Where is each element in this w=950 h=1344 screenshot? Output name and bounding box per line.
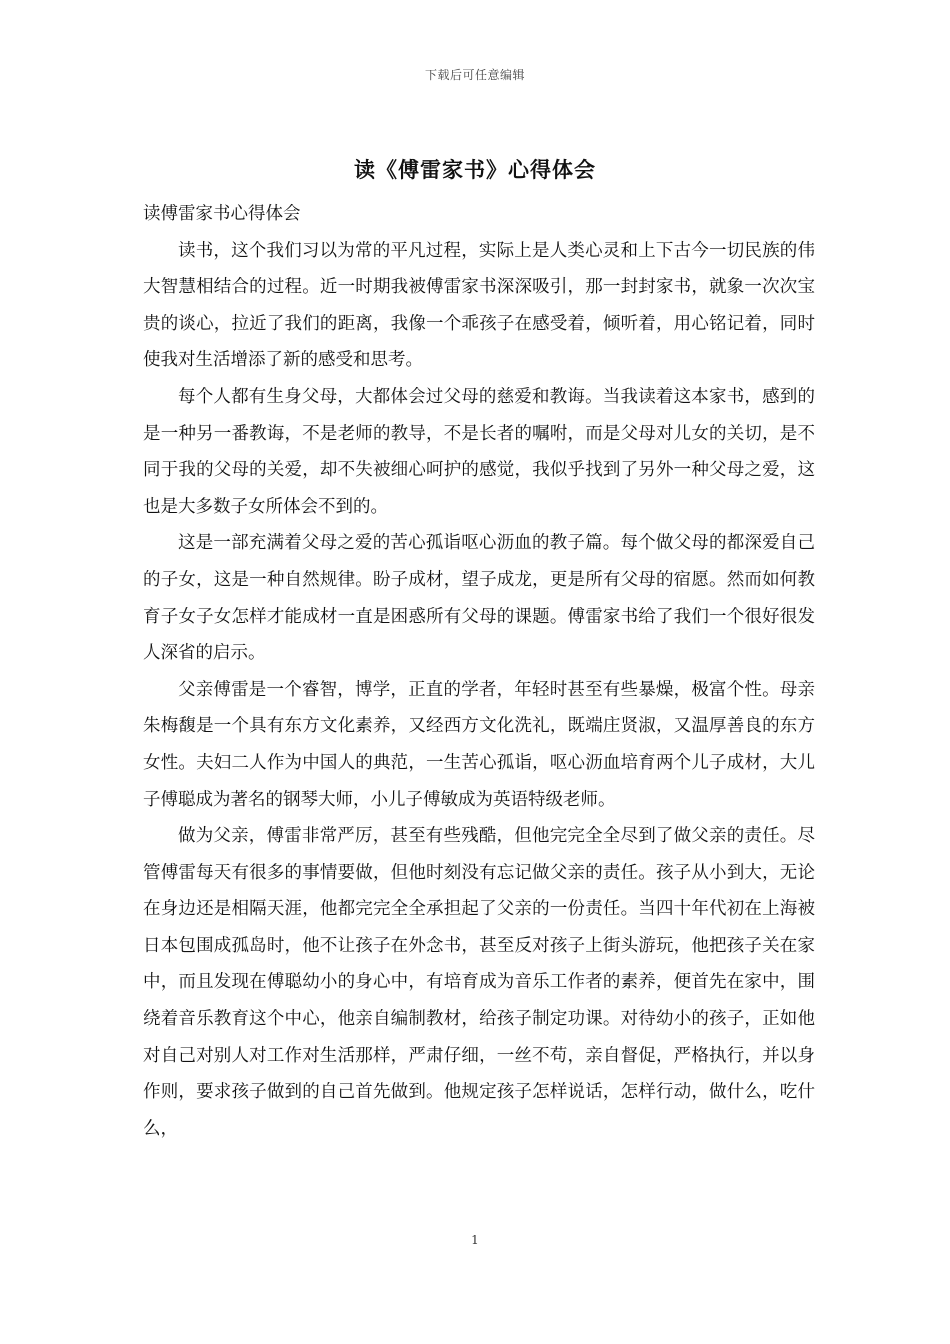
document-subtitle: 读傅雷家书心得体会 — [143, 204, 301, 224]
paragraph-2: 每个人都有生身父母，大都体会过父母的慈爱和教诲。当我读着这本家书，感到的是一种另一番教诲，不是老师的教导，不是长者的嘱咐，而是父母对儿女的关切，是不同于我的父母的关爱，却不失被细心呵护的感觉，我似乎找到了另外一种父母之爱，这也是大多数子女所体会不到的。 — [143, 386, 815, 517]
header-note: 下载后可任意编辑 — [424, 68, 525, 82]
document-body — [143, 196, 815, 1147]
paragraph-5: 做为父亲，傅雷非常严厉，甚至有些残酷，但他完完全全尽到了做父亲的责任。尽管傅雷每天有很多的事情要做，但他时刻没有忘记做父亲的责任。孩子从小到大，无论在身边还是相隔天涯，他都完完全全承担起了父亲的一份责任。当四十年代初在上海被日本包围成孤岛时，他不让孩子在外念书，甚至反对孩子上街头游玩，他把孩子关在家中，而且发现在傅聪幼小的身心中，有培育成为音乐工作者的素养，便首先在家中，围绕着音乐教育这个中心，他亲自编制教材，给孩子制定功课。对待幼小的孩子，正如他对自己对别人对工作对生活那样，严肃仔细，一丝不苟，亲自督促，严格执行，并以身作则，要求孩子做到的自己首先做到。他规定孩子怎样说话，怎样行动，做什么，吃什么， — [143, 826, 815, 1139]
paragraph-1: 读书，这个我们习以为常的平凡过程，实际上是人类心灵和上下古今一切民族的伟大智慧相结合的过程。近一时期我被傅雷家书深深吸引，那一封封家书，就象一次次宝贵的谈心，拉近了我们的距离，我像一个乖孩子在感受着，倾听着，用心铭记着，同时使我对生活增添了新的感受和思考。 — [143, 240, 815, 371]
page-number: 1 — [471, 1233, 479, 1247]
paragraph-4: 父亲傅雷是一个睿智，博学，正直的学者，年轻时甚至有些暴燥，极富个性。母亲朱梅馥是一个具有东方文化素养，又经西方文化洗礼，既端庄贤淑，又温厚善良的东方女性。夫妇二人作为中国人的典范，一生苦心孤诣，呕心沥血培育两个儿子成材，大儿子傅聪成为著名的钢琴大师，小儿子傅敏成为英语特级老师。 — [143, 679, 815, 810]
paragraph-3: 这是一部充满着父母之爱的苦心孤诣呕心沥血的教子篇。每个做父母的都深爱自己的子女，这是一种自然规律。盼子成材，望子成龙，更是所有父母的宿愿。然而如何教育子女子女怎样才能成材一直是困惑所有父母的课题。傅雷家书给了我们一个很好很发人深省的启示。 — [143, 533, 815, 664]
document-title: 读《傅雷家书》心得体会 — [354, 157, 596, 182]
